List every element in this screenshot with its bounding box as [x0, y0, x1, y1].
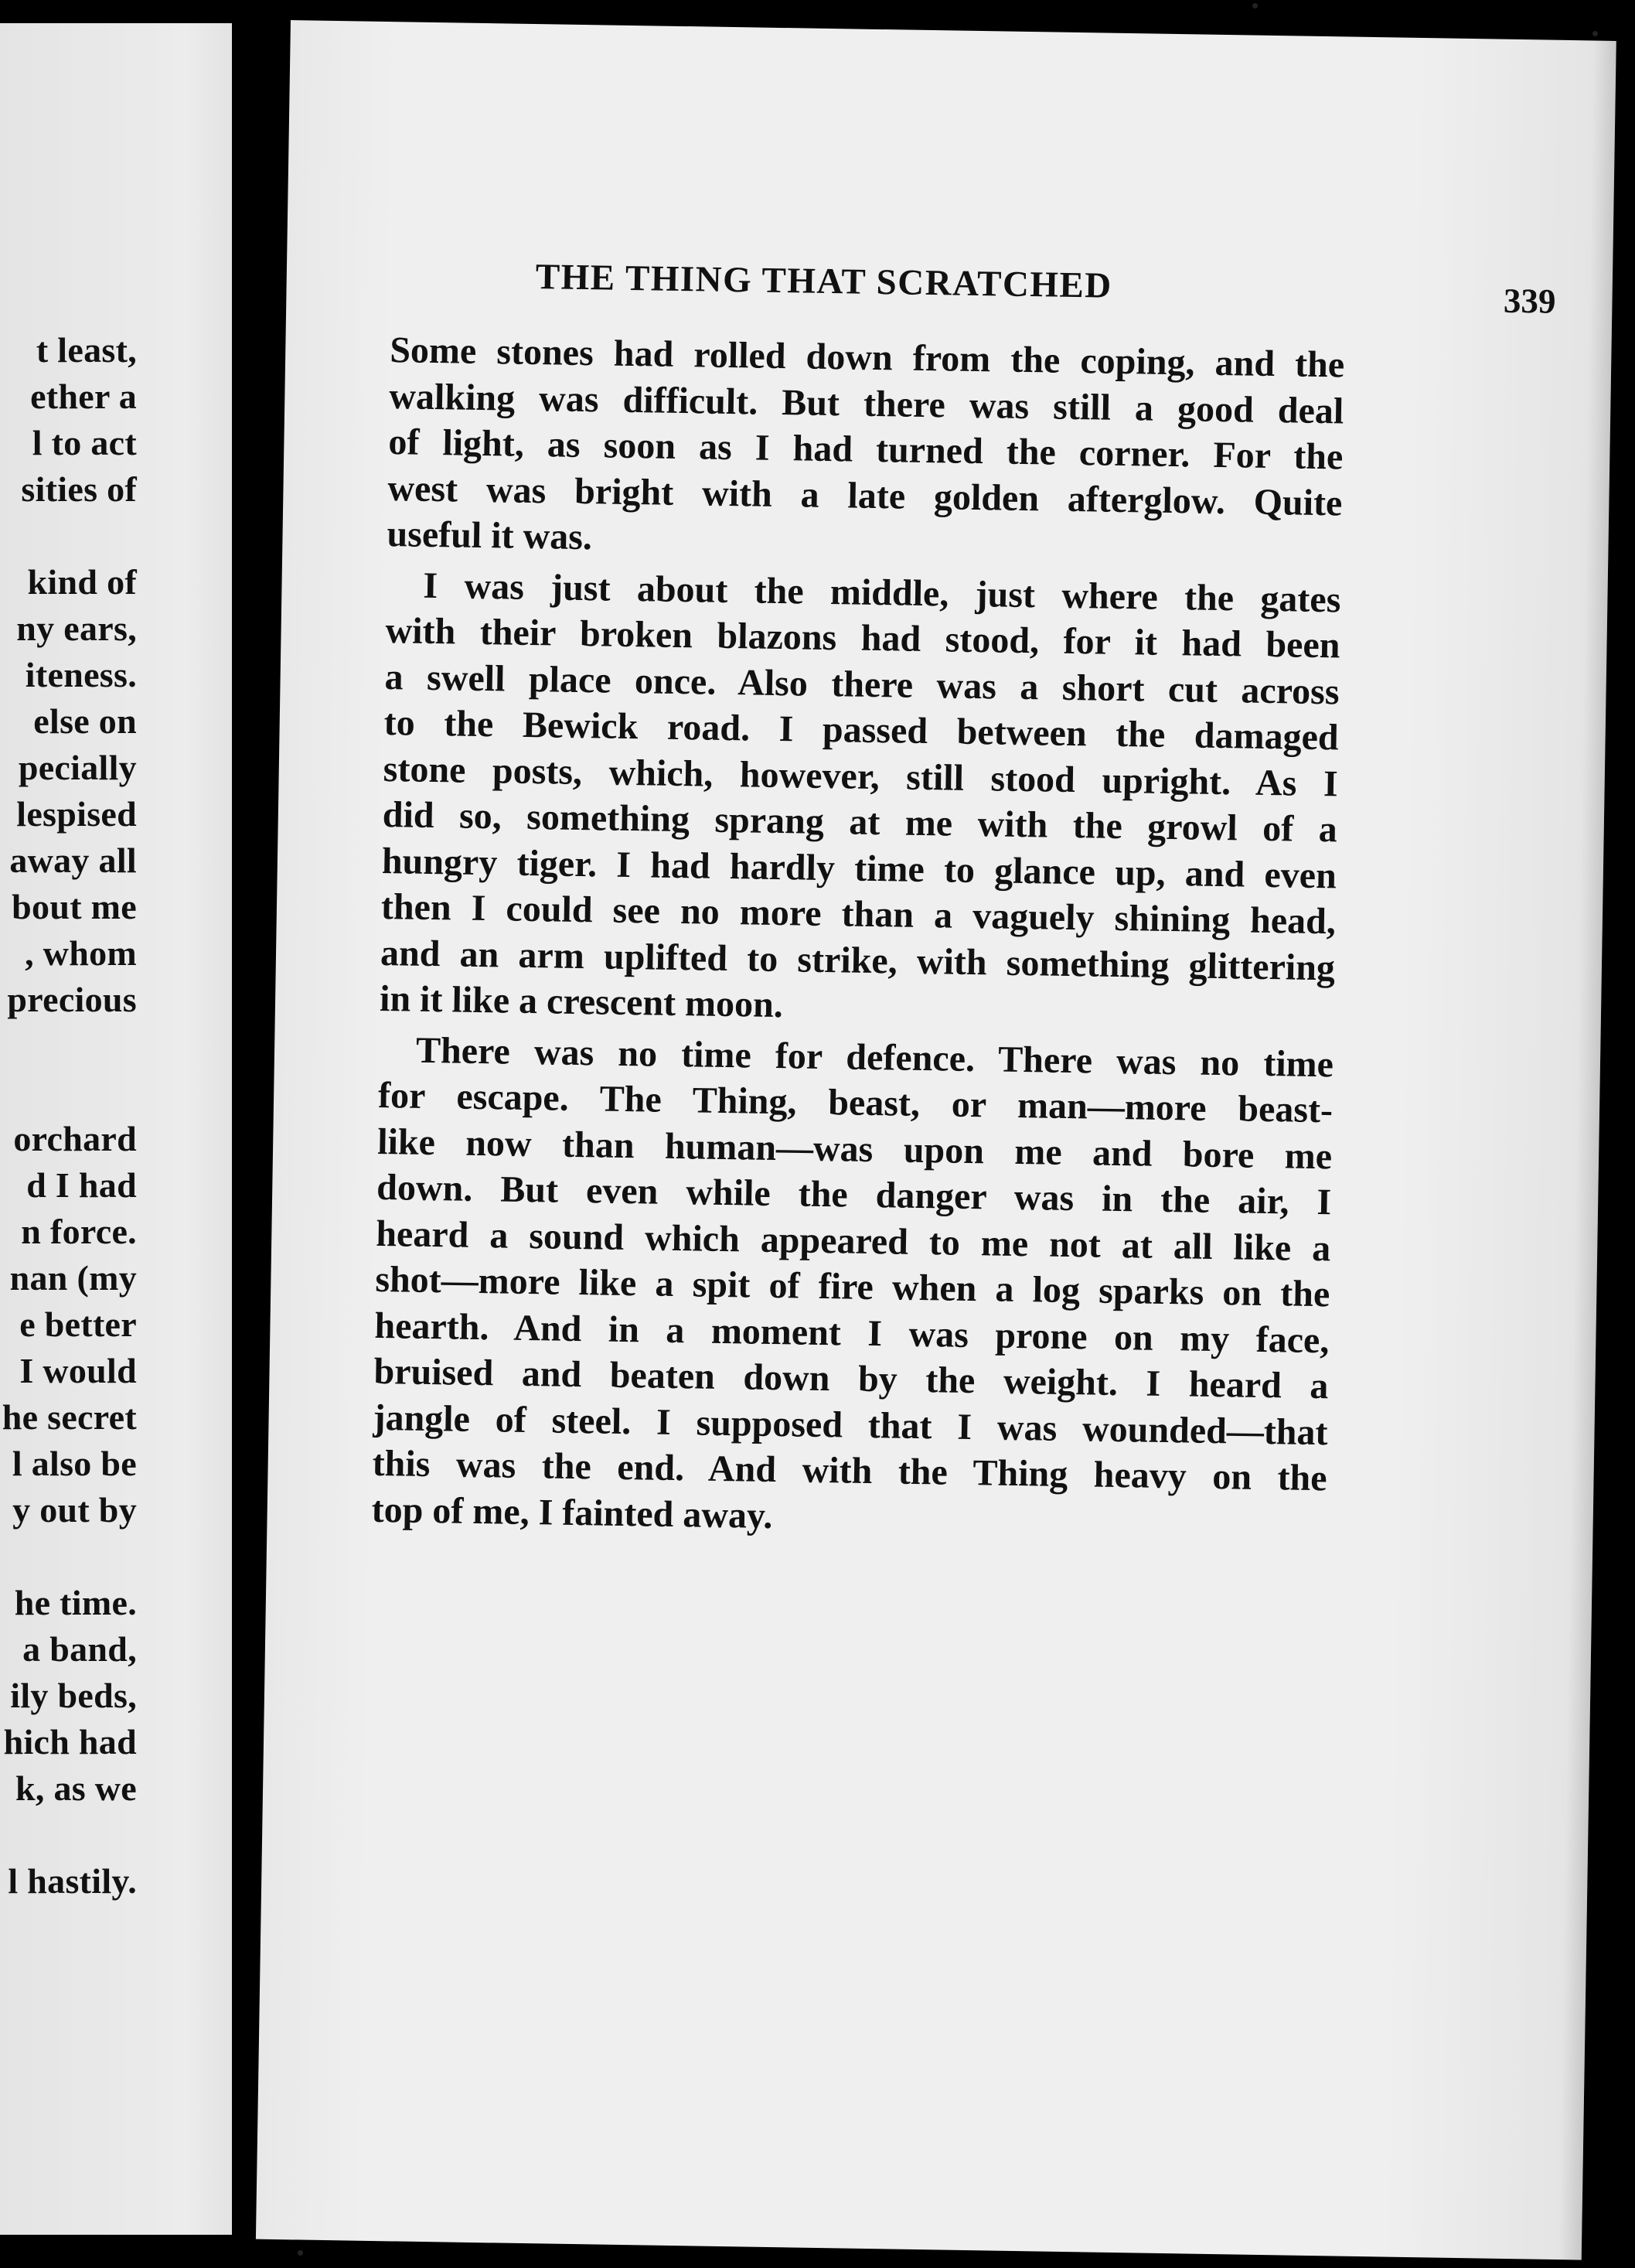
text-line: for escape. The Thing, beast, or man—more beast-: [377, 1074, 1334, 1131]
previous-page-line: y out by: [12, 1490, 137, 1530]
text-line: with their broken blazons had stood, for it had been: [385, 610, 1340, 667]
scan-speck: [298, 2250, 303, 2256]
previous-page-line: [2, 1069, 137, 1116]
paragraph: [387, 327, 1345, 572]
text-line: in it like a crescent moon.: [379, 977, 784, 1026]
previous-page-line: e better: [19, 1305, 137, 1344]
text-line: shot—more like a spit of fire when a log sparks on the: [375, 1258, 1330, 1315]
text-line: to the Bewick road. I passed between the damaged: [383, 702, 1340, 759]
previous-page-line: t least,: [36, 330, 137, 370]
previous-page-line: , whom: [25, 933, 137, 973]
text-line: a swell place once. Also there was a short cut across: [384, 656, 1340, 712]
text-line: of light, as soon as I had turned the corner. For the: [388, 421, 1344, 478]
current-page: [256, 20, 1616, 2260]
previous-page-line: ny ears,: [16, 609, 137, 648]
previous-page-line: I would: [19, 1351, 137, 1390]
previous-page-line: d I had: [26, 1165, 137, 1205]
previous-page-line: l to act: [32, 423, 137, 462]
text-line: Some stones had rolled down from the coping, and the: [389, 329, 1345, 386]
previous-page-line: l hastily.: [8, 1861, 137, 1901]
previous-page-line: ether a: [30, 377, 137, 416]
scan-speck: [1252, 3, 1258, 9]
text-line: this was the end. And with the Thing heavy on the: [372, 1442, 1327, 1499]
previous-page-line: sities of: [21, 469, 137, 509]
paragraph: [380, 562, 1341, 1037]
text-line: like now than human—was upon me and bore me: [376, 1120, 1333, 1177]
text-line: down. But even while the danger was in the air, I: [376, 1166, 1332, 1223]
previous-page-line: orchard: [13, 1119, 137, 1158]
previous-page-text: [2, 327, 137, 1905]
text-line: There was no time for defence. There was no time: [415, 1029, 1334, 1085]
previous-page-line: a band,: [22, 1629, 137, 1669]
page-edge-shadow: [1558, 40, 1616, 2259]
previous-page-line: [2, 1023, 137, 1069]
text-line: stone posts, which, however, still stood upright. As I: [383, 748, 1339, 804]
previous-page-line: hich had: [3, 1722, 137, 1762]
page-number: 339: [1503, 281, 1556, 321]
paragraph: [371, 1026, 1334, 1547]
previous-page-line: kind of: [27, 562, 137, 602]
previous-page-line: n force.: [21, 1212, 137, 1251]
text-line: useful it was.: [387, 513, 593, 558]
text-line: west was bright with a late golden afterglow. Quite: [387, 467, 1343, 524]
text-line: and an arm uplifted to strike, with something glittering: [380, 932, 1336, 988]
text-line: walking was difficult. But there was still a good deal: [388, 375, 1344, 431]
running-head: [535, 256, 1556, 334]
text-line: top of me, I fainted away.: [371, 1489, 773, 1536]
text-line: jangle of steel. I supposed that I was wounded—that: [373, 1397, 1328, 1453]
previous-page-line: l also be: [12, 1444, 137, 1483]
scan-speck: [1592, 31, 1598, 36]
previous-page-line: nan (my: [9, 1258, 137, 1298]
previous-page-line: [2, 1812, 137, 1858]
previous-page-fragment: [0, 23, 267, 2235]
previous-page-line: away all: [9, 841, 137, 880]
previous-page-line: k, as we: [15, 1768, 137, 1808]
body-text: [371, 327, 1344, 1552]
previous-page-line: [2, 513, 137, 559]
running-title: THE THING THAT SCRATCHED: [535, 257, 1113, 306]
previous-page-line: bout me: [12, 887, 137, 926]
previous-page-line: else on: [33, 701, 137, 741]
previous-page-line: [2, 1533, 137, 1580]
text-line: did so, something sprang at me with the growl of a: [382, 793, 1338, 851]
text-line: then I could see no more than a vaguely shining head,: [380, 885, 1337, 943]
previous-page-line: ily beds,: [10, 1676, 137, 1715]
previous-page-line: he time.: [14, 1583, 137, 1622]
previous-page-line: precious: [7, 980, 137, 1019]
previous-page-line: pecially: [18, 748, 137, 787]
text-line: bruised and beaten down by the weight. I heard a: [373, 1350, 1329, 1407]
previous-page-line: he secret: [2, 1397, 137, 1437]
previous-page-line: iteness.: [25, 655, 137, 694]
previous-page-line: lespised: [16, 794, 137, 834]
text-line: hearth. And in a moment I was prone on my face,: [374, 1305, 1330, 1361]
text-line: hungry tiger. I had hardly time to glance up, and even: [381, 840, 1337, 896]
text-line: I was just about the middle, just where the gates: [423, 564, 1341, 620]
text-line: heard a sound which appeared to me not at all like a: [375, 1212, 1331, 1269]
